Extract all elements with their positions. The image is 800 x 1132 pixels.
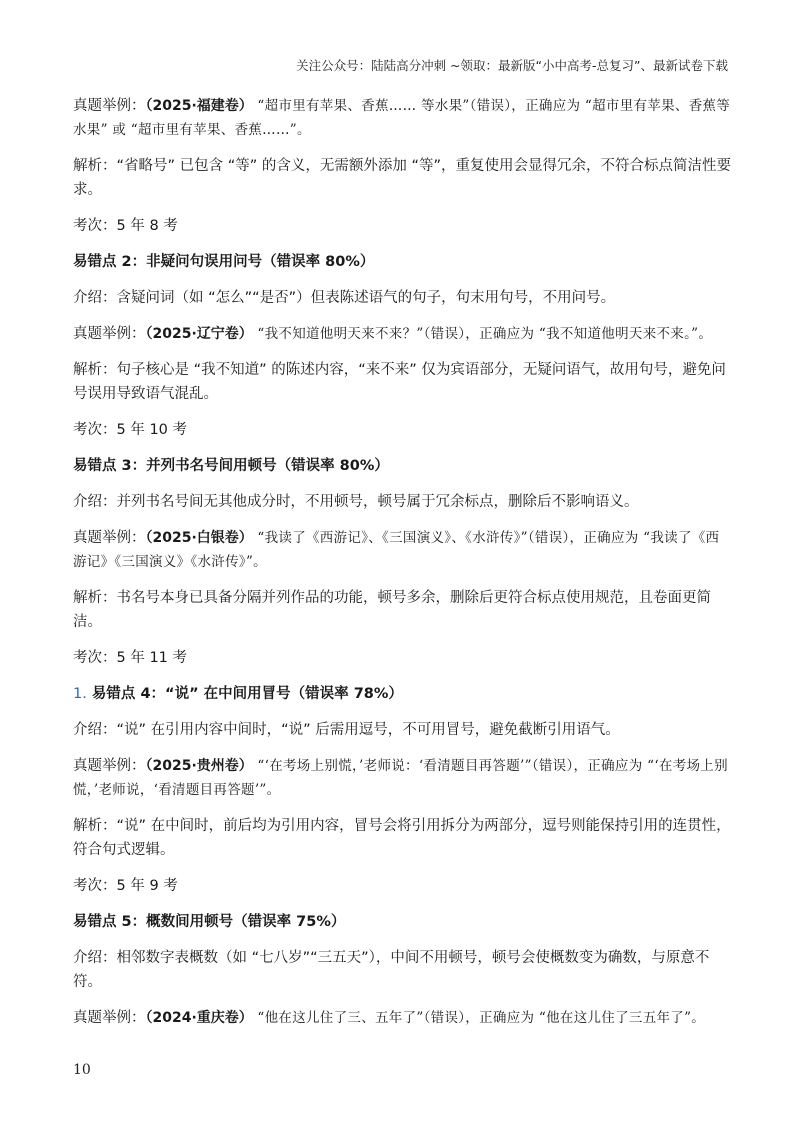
example-text: “‘在考场上别慌，’老师说：‘看清题目再答题’”（错误），正确应为 “‘在考场上别慌，’老师说，‘看清题目再答题’”。	[73, 758, 728, 798]
analysis-paragraph: 解析：“省略号” 已包含 “等” 的含义，无需额外添加 “等”，重复使用会显得冗余，不符合标点简洁性要求。	[73, 158, 732, 198]
analysis-paragraph: 解析：书名号本身已具备分隔并列作品的功能，顿号多余，删除后更符合标点使用规范，且卷面更简洁。	[73, 590, 711, 630]
example-label: 真题举例：	[73, 1010, 146, 1026]
section-title: 易错点 5：概数间用顿号（错误率 75%）	[73, 914, 346, 930]
example-label: 真题举例：	[73, 530, 146, 546]
example-label: 真题举例：	[73, 758, 146, 774]
section-title: 易错点 4：“说” 在中间用冒号（错误率 78%）	[91, 686, 403, 702]
example-paragraph	[73, 754, 733, 802]
example-paragraph	[73, 322, 733, 346]
example-label: 真题举例：	[73, 326, 146, 342]
intro-paragraph: 介绍：含疑问词（如 “怎么”“是否”）但表陈述语气的句子，句末用句号，不用问号。	[73, 290, 616, 306]
section-title: 易错点 2：非疑问句误用问号（错误率 80%）	[73, 254, 375, 270]
intro-paragraph: 介绍：“说” 在引用内容中间时，“说” 后需用逗号，不可用冒号，避免截断引用语气。	[73, 722, 620, 738]
section-heading	[73, 454, 733, 478]
page-number: 10	[73, 1062, 91, 1078]
frequency-line: 考次：5 年 10 考	[73, 422, 188, 438]
example-paragraph	[73, 1006, 733, 1030]
page-header: 关注公众号：陆陆高分冲刺 ~领取：最新版“小中高考-总复习”、最新试卷下载	[296, 58, 728, 73]
example-paragraph	[73, 94, 733, 142]
example-source: （2025·福建卷）	[145, 98, 253, 114]
section-heading	[73, 250, 733, 274]
section-title: 易错点 3：并列书名号间用顿号（错误率 80%）	[73, 458, 389, 474]
example-source: （2024·重庆卷）	[145, 1010, 253, 1026]
analysis-paragraph: 解析：句子核心是 “我不知道” 的陈述内容，“来不来” 仅为宾语部分，无疑问语气，故用句号，避免问号误用导致语气混乱。	[73, 362, 726, 402]
list-number: 1.	[73, 686, 87, 702]
frequency-line: 考次：5 年 11 考	[73, 650, 188, 666]
section-heading	[73, 682, 733, 706]
example-text: “我读了《西游记》、《三国演义》、《水浒传》”（错误），正确应为 “我读了《西游记》《三国演义》《水浒传》”。	[73, 530, 720, 570]
example-source: （2025·辽宁卷）	[145, 326, 253, 342]
example-source: （2025·贵州卷）	[145, 758, 253, 774]
example-paragraph	[73, 526, 733, 574]
example-label: 真题举例：	[73, 98, 146, 114]
example-source: （2025·白银卷）	[145, 530, 253, 546]
intro-paragraph: 介绍：相邻数字表概数（如 “七八岁”“三五天”），中间不用顿号，顿号会使概数变为确数，与原意不符。	[73, 950, 710, 990]
example-text: “他在这儿住了三、五年了”（错误），正确应为 “他在这儿住了三五年了”。	[257, 1010, 706, 1026]
document-body	[73, 94, 733, 1042]
section-heading	[73, 910, 733, 934]
intro-paragraph: 介绍：并列书名号间无其他成分时，不用顿号，顿号属于冗余标点，删除后不影响语义。	[73, 494, 639, 510]
analysis-paragraph: 解析：“说” 在中间时，前后均为引用内容，冒号会将引用拆分为两部分，逗号则能保持引用的连贯性，符合句式逻辑。	[73, 818, 731, 858]
example-text: “超市里有苹果、香蕉…… 等水果”（错误），正确应为 “超市里有苹果、香蕉等水果” 或 “超市里有苹果、香蕉……”。	[73, 98, 731, 138]
frequency-line: 考次：5 年 9 考	[73, 878, 178, 894]
frequency-line: 考次：5 年 8 考	[73, 218, 178, 234]
example-text: “我不知道他明天来不来？”（错误），正确应为 “我不知道他明天来不来。”。	[257, 326, 713, 342]
